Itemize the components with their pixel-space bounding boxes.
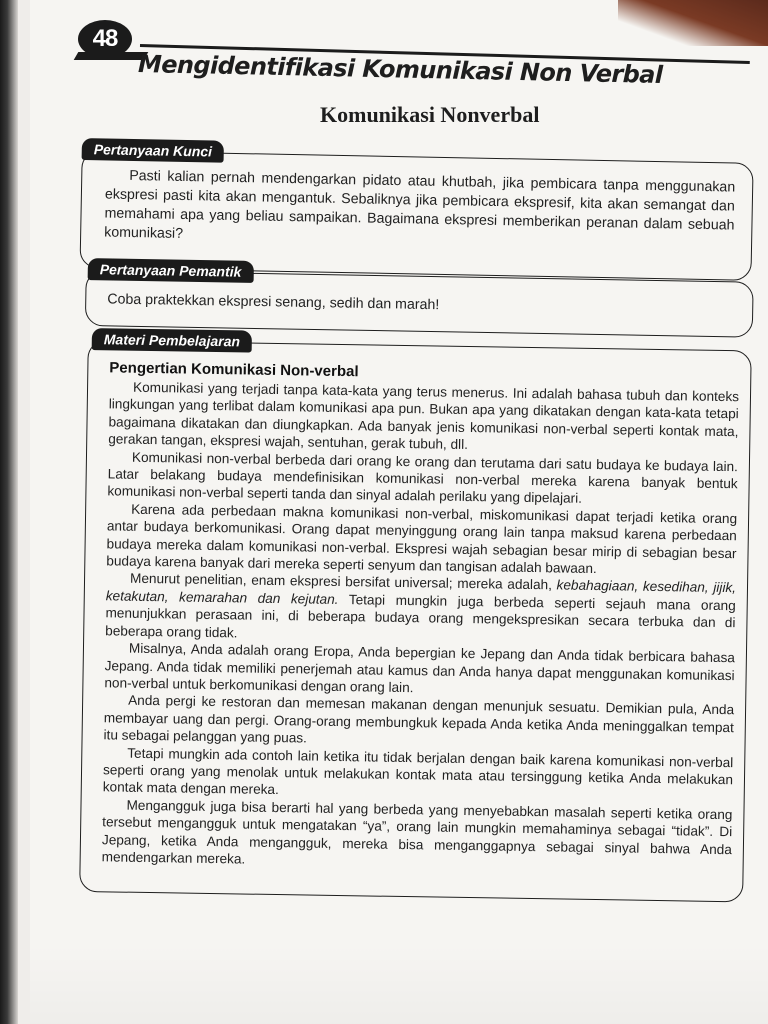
scan-corner-background xyxy=(618,0,768,46)
materi-paragraph-7: Tetapi mungkin ada contoh lain ketika itu tidak berjalan dengan baik karena komunikasi non-verbal seperti orang yang menolak untuk melakukan kontak mata atau tersinggung ketika Anda melakukan kontak mata dengan mereka. xyxy=(102,745,734,798)
main-title: Komunikasi Nonverbal xyxy=(320,102,540,127)
book-page xyxy=(30,0,768,1024)
materi-heading: Pengertian Komunikasi Non-verbal xyxy=(109,359,359,381)
scan-binding-edge xyxy=(0,0,18,1024)
pertanyaan-kunci-label: Pertanyaan Kunci xyxy=(82,138,225,163)
materi-p4-rest: Tetapi mungkin juga berbeda seperti sejauh mana orang menunjukkan perasaan ini, di beberapa budaya orang mengekspresikan secara terbuka dan di beberapa orang tidak. xyxy=(105,591,736,641)
page-number: 48 xyxy=(92,25,118,52)
pertanyaan-pemantik-text: Coba praktekkan ekspresi senang, sedih dan marah! xyxy=(107,291,440,314)
page-bottom-shade xyxy=(30,944,768,1024)
materi-body xyxy=(102,358,740,875)
materi-paragraph-1: Komunikasi yang terjadi tanpa kata-kata yang terus menerus. Ini adalah bahasa tubuh dan konteks lingkungan yang terlibat dalam komunikasi apa pun. Bukan apa yang dikatakan dengan kata-kata tetapi bagaimana dikatakan dan diungkapkan. Ada banyak jenis komunikasi non-verbal seperti kontak mata, gerakan tangan, ekspresi wajah, sentuhan, gerak tubuh, dll. xyxy=(108,379,740,453)
materi-paragraph-6: Anda pergi ke restoran dan memesan makanan dengan menunjuk sesuatu. Demikian pula, Anda membayar uang dan pergi. Orang-orang membungkuk kepada Anda ketika Anda meninggalkan tempat itu sebagai pelanggan yang puas. xyxy=(103,692,735,746)
materi-p4-intro: Menurut penelitian, enam ekspresi bersifat universal; mereka adalah, xyxy=(129,571,557,593)
materi-label: Materi Pembelajaran xyxy=(92,328,252,353)
pertanyaan-pemantik-label: Pertanyaan Pemantik xyxy=(88,258,254,283)
pertanyaan-kunci-text: Pasti kalian pernah mendengarkan pidato atau khutbah, jika pembicara tanpa menggunakan ekspresi pasti kita akan mengantuk. Sebaliknya jika pembicara ekspresif, kita akan semangat dan memahami apa yang beliau sampaikan. Bagaimana ekspresi memberikan peranan dalam sebuah komunikasi? xyxy=(104,167,736,242)
materi-paragraph-2: Komunikasi non-verbal berbeda dari orang ke orang dan terutama dari satu budaya ke budaya lain. Latar belakang budaya mendefinisikan komunikasi non-verbal mereka karena banyak bentuk komunikasi non-verbal seperti tanda dan sinyal adalah perilaku yang dipelajari. xyxy=(107,449,739,507)
chapter-title: Mengidentifikasi Komunikasi Non Verbal xyxy=(137,50,663,89)
materi-paragraph-3: Karena ada perbedaan makna komunikasi non-verbal, miskomunikasi dapat terjadi ketika orang antar budaya berkomunikasi. Orang dapat menyinggung orang lain tanpa maksud karena perbedaan budaya mereka dalam komunikasi non-verbal. Ekspresi wajah sebagian besar mirip di sebagian besar budaya karena banyak dari mereka seperti senyum dan tangisan adalah bawaan. xyxy=(106,501,738,577)
materi-p4-expressions: kebahagiaan, kesedihan, jijik, ketakutan, kemarahan dan kejutan. xyxy=(105,577,737,607)
materi-paragraph-8: Mengangguk juga bisa berarti hal yang berbeda yang menyebabkan masalah seperti ketika orang tersebut mengangguk untuk mengatakan “ya”, orang lain mungkin memahaminya sebagai “tidak”. Di Jepang, ketika Anda mengangguk, mereka bisa menganggapnya sebagai sinyal bahwa Anda mendengarkan mereka. xyxy=(101,797,733,867)
materi-paragraph-5: Misalnya, Anda adalah orang Eropa, Anda bepergian ke Jepang dan Anda tidak berbicara bahasa Jepang. Anda tidak memiliki penerjemah atau kamus dan Anda hanya dapat menggunakan komunikasi non-verbal untuk berkomunikasi dengan orang lain. xyxy=(104,640,736,696)
section-materi-pembelajaran xyxy=(79,328,752,908)
materi-paragraph-4 xyxy=(105,570,736,650)
